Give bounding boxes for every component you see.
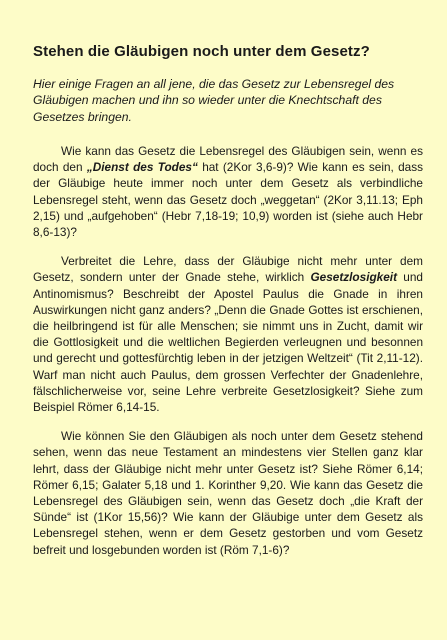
gesetzlosigkeit-emphasis: Gesetzlosigkeit (310, 270, 398, 285)
page-title: Stehen die Gläubigen noch unter dem Gesetz? (33, 43, 370, 60)
paragraph-1 (33, 143, 423, 240)
paragraph-2-part-a: Verbreitet die Lehre, dass der Gläubige nicht mehr unter dem Gesetz, sondern unter der Gnade stehe, wirklich (33, 254, 423, 285)
intro-text: Hier einige Fragen an all jene, die das Gesetz zur Lebensregel des Gläubigen machen und ihn so wieder unter die Knechtschaft des Gesetzes bringen. (33, 77, 395, 124)
paragraph-3: Wie können Sie den Gläubigen als noch unter dem Gesetz stehend sehen, wenn das neue Testament an mindestens vier Stellen ganz klar lehrt, dass der Gläubige nicht mehr unter Gesetz ist? Siehe Römer 6,14; Römer 6,15; Galater 5,18 und 1. Korinther 9,20. Wie kann das Gesetz die Lebensregel des Gläubigen sein, wenn das Gesetz doch „die Kraft der Sünde“ ist (1Kor 15,56)? Wie kann der Gläubige unter dem Gesetz als Lebensregel stehen, wenn er dem Gesetz gestorben und vom Gesetz befreit und losgebunden worden ist (Röm 7,1-6)? (33, 429, 423, 557)
dienst-des-todes-emphasis: „Dienst des Todes“ (86, 160, 198, 175)
paragraph-1-part-b: hat (2Kor 3,6-9)? Wie kann es sein, dass der Gläubige heute immer noch unter dem Gesetz als verbindliche Lebensregel steht, wenn das Gesetz doch „weggetan“ (2Kor 3,11.13; Eph 2,15) und „aufgehoben“ (Hebr 7,18-19; 10,9) worden ist (siehe auch Hebr 8,6-13)? (33, 160, 423, 239)
paragraph-1-part-a: Wie kann das Gesetz die Lebensregel des Gläubigen sein, wenn es doch den (33, 143, 423, 175)
document-page (33, 42, 423, 571)
paragraph-2-part-b: und Antinomismus? Beschreibt der Apostel Paulus die Gnade in ihren Auswirkungen nicht ganz anders? „Denn die Gnade Gottes ist erschienen, die heilbringend ist für alle Menschen; sie nimmt uns in Zucht, damit wir die Gottlosigkeit und die weltlichen Begierden verleugnen und besonnen und gerecht und gottesfürchtig leben in der jetzigen Weltzeit“ (Tit 2,11-12). Warf man nicht auch Paulus, dem grossen Verfechter der Gnadenlehre, fälschlicherweise vor, seine Lehre verbreite Gesetzlosigkeit? Siehe zum Beispiel Römer 6,14-15. (33, 270, 423, 414)
paragraph-2 (33, 253, 423, 415)
